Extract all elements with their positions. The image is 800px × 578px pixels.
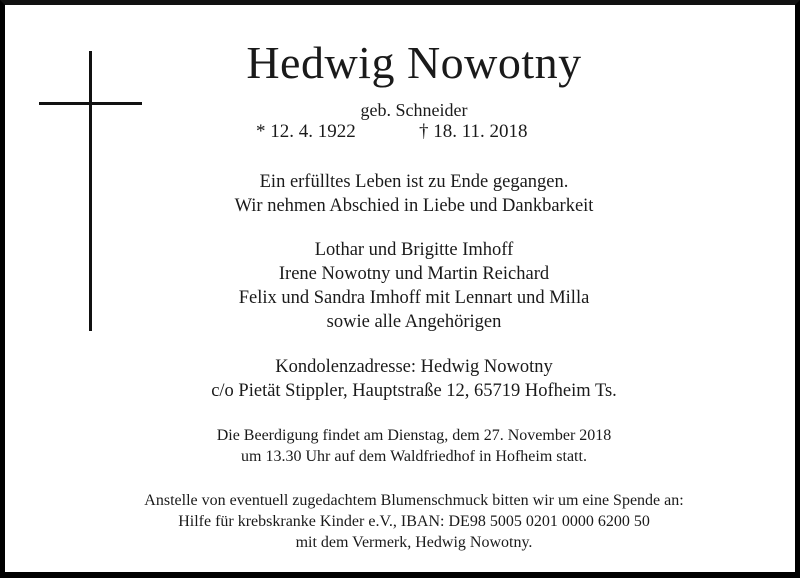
- donation-line-1: Anstelle von eventuell zugedachtem Blumenschmuck bitten wir um eine Spende an:: [144, 492, 684, 509]
- motto-line-2: Wir nehmen Abschied in Liebe und Dankbarkeit: [234, 196, 594, 216]
- donation-line-2: Hilfe für krebskranke Kinder e.V., IBAN: DE98 5005 0201 0000 6200 50: [178, 513, 650, 530]
- death-date: † 18. 11. 2018: [419, 121, 528, 142]
- mourner-line: sowie alle Angehörigen: [326, 312, 502, 332]
- funeral-info-line-2: um 13.30 Uhr auf dem Waldfriedhof in Hofheim statt.: [241, 448, 587, 465]
- donation-line-3: mit dem Vermerk, Hedwig Nowotny.: [295, 534, 533, 551]
- condolence-address-line-1: Kondolenzadresse: Hedwig Nowotny: [275, 357, 553, 377]
- mourner-line: Irene Nowotny und Martin Reichard: [278, 264, 550, 284]
- condolence-address-line-2: c/o Pietät Stippler, Hauptstraße 12, 65719 Hofheim Ts.: [211, 381, 617, 401]
- maiden-name: geb. Schneider: [360, 100, 468, 120]
- birth-date: * 12. 4. 1922: [256, 121, 356, 142]
- mourner-line: Felix und Sandra Imhoff mit Lennart und Milla: [238, 288, 590, 308]
- deceased-name: Hedwig Nowotny: [246, 37, 582, 88]
- funeral-info-line-1: Die Beerdigung findet am Dienstag, dem 27. November 2018: [216, 427, 612, 444]
- motto-line-1: Ein erfülltes Leben ist zu Ende gegangen.: [259, 172, 569, 192]
- mourner-line: Lothar und Brigitte Imhoff: [314, 240, 514, 260]
